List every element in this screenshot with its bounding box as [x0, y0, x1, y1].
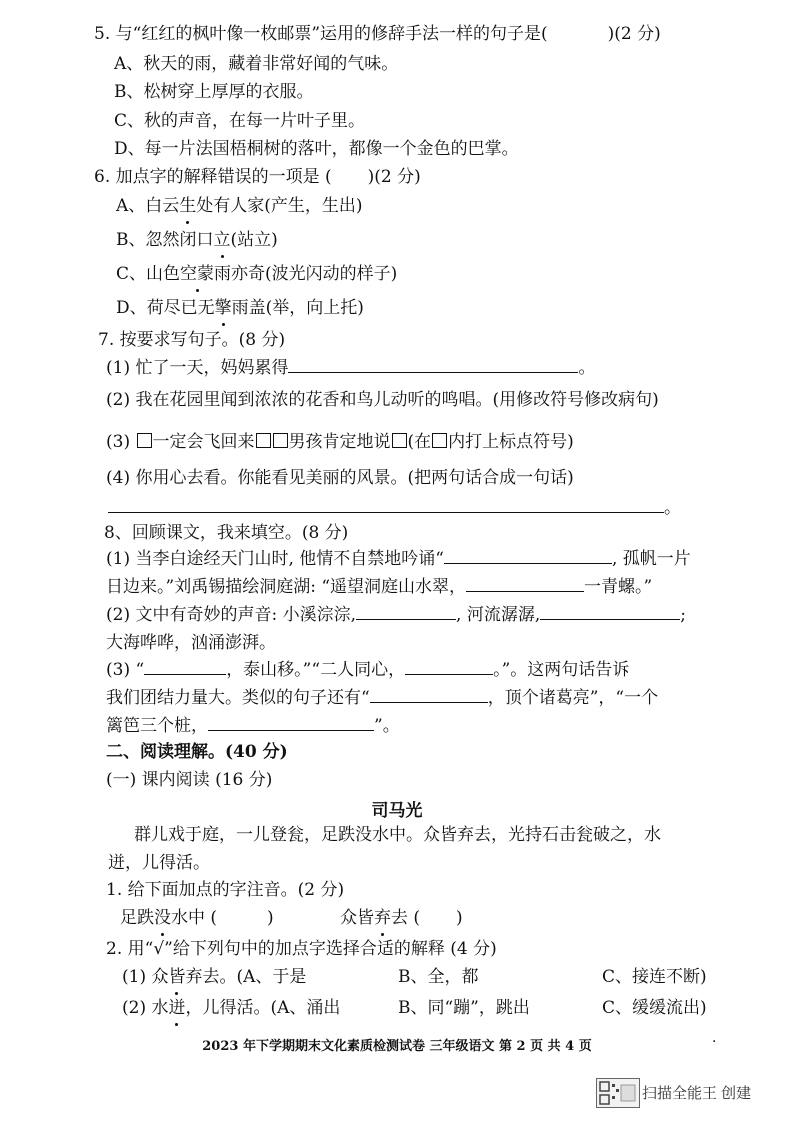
q7-s4-answer: 。	[108, 496, 681, 520]
q8-line-4: 大海哗哗，汹涌澎湃。	[106, 633, 276, 653]
r1-item-a: 足跌没水中 ( )	[120, 908, 274, 928]
answer-blank[interactable]	[444, 547, 612, 564]
answer-blank[interactable]	[208, 714, 374, 731]
scanner-watermark: 扫描全能王 创建	[642, 1085, 752, 1102]
dotted-char: 生	[179, 196, 197, 216]
r2-s1-option-b: B、全，都	[398, 967, 479, 987]
q5-option-b: B、松树穿上厚厚的衣服。	[114, 82, 314, 102]
q5-option-a: A、秋天的雨，藏着非常好闻的气味。	[114, 54, 399, 74]
q7-s3: (3) 一定会飞回来 男孩肯定地说 (在 内打上标点符号)	[106, 432, 574, 452]
passage-line-1: 群儿戏于庭，一儿登瓮，足跌没水中。众皆弃去，光持石击瓮破之，水	[134, 825, 661, 845]
q5-stem: 5. 与“红红的枫叶像一枚邮票”运用的修辞手法一样的句子是( )(2 分)	[94, 24, 661, 44]
q7-s1: (1) 忙了一天，妈妈累得 。	[106, 358, 596, 378]
q7-s4: (4) 你用心去看。你能看见美丽的风景。(把两句话合成一句话)	[106, 468, 574, 488]
q8-line-5: (3) “ ，泰山移。”“二人同心， 。”。这两句话告诉	[106, 660, 630, 680]
q7-s2: (2) 我在花园里闻到浓浓的花香和鸟儿动听的鸣唱。(用修改符号修改病句)	[106, 390, 659, 410]
answer-blank[interactable]	[288, 356, 578, 373]
r2-s2-option-c: C、缓缓流出)	[602, 998, 707, 1018]
answer-blank[interactable]	[540, 603, 680, 620]
box-symbol	[432, 433, 447, 448]
q6-option-d: D、荷尽已无擎雨盖(举，向上托)	[116, 298, 364, 318]
r1-stem: 1. 给下面加点的字注音。(2 分)	[106, 880, 345, 900]
dotted-char: 立	[213, 230, 231, 250]
answer-blank[interactable]	[405, 658, 493, 675]
passage-line-2: 迸，儿得活。	[108, 853, 210, 873]
dotted-char: 擎	[214, 298, 232, 318]
q8-line-7: 篱笆三个桩， ”。	[106, 716, 400, 736]
subsection-title: (一) 课内阅读 (16 分)	[106, 770, 273, 790]
page-footer: 2023 年下学期期末文化素质检测试卷 三年级语文 第 2 页 共 4 页	[202, 1039, 592, 1054]
r2-s2: (2) 水迸，儿得活。(A、涌出	[122, 998, 341, 1018]
r2-s1: (1) 众皆弃去。(A、于是	[122, 967, 307, 987]
answer-blank[interactable]	[370, 686, 488, 703]
dotted-char: 迸	[168, 998, 186, 1018]
answer-blank[interactable]	[466, 575, 584, 592]
q5-option-d: D、每一片法国梧桐树的落叶，都像一个金色的巴掌。	[114, 139, 519, 159]
punctuation-box[interactable]	[137, 433, 152, 448]
q6-option-a: A、白云生处有人家(产生，生出)	[116, 196, 363, 216]
r1-item-b: 众皆弃去 ( )	[340, 908, 463, 928]
dotted-char: 皆	[168, 967, 186, 987]
q8-line-2: 日边来。”刘禹锡描绘洞庭湖: “遥望洞庭山水翠， 一青螺。”	[106, 577, 653, 597]
q6-option-b: B、忽然闭口立(站立)	[116, 230, 278, 250]
dotted-char: 弃	[374, 908, 391, 928]
q6-option-c: C、山色空蒙雨亦奇(波光闪动的样子)	[116, 264, 398, 284]
answer-blank[interactable]	[144, 658, 226, 675]
punctuation-box[interactable]	[392, 433, 407, 448]
q8-line-3: (2) 文中有奇妙的声音: 小溪淙淙, , 河流潺潺, ;	[106, 605, 686, 625]
scan-mark: ·	[712, 1034, 717, 1050]
q7-stem: 7. 按要求写句子。(8 分)	[98, 330, 286, 350]
q8-line-1: (1) 当李白途经天门山时, 他情不自禁地吟诵“ , 孤帆一片	[106, 549, 691, 569]
dotted-char: 空蒙	[180, 264, 215, 284]
punctuation-box[interactable]	[273, 433, 288, 448]
r2-s2-option-b: B、同“蹦”，跳出	[398, 998, 530, 1018]
dotted-char: 没	[154, 908, 171, 928]
answer-blank[interactable]	[356, 603, 456, 620]
section-title: 二、阅读理解。(40 分)	[106, 742, 288, 762]
answer-blank[interactable]	[108, 496, 664, 513]
punctuation-box[interactable]	[256, 433, 271, 448]
r2-s1-option-c: C、接连不断)	[602, 967, 707, 987]
scanner-qr-icon	[596, 1078, 640, 1108]
q8-stem: 8、回顾课文，我来填空。(8 分)	[104, 523, 349, 543]
q8-line-6: 我们团结力量大。类似的句子还有“ ，顶个诸葛亮”，“一个	[106, 688, 659, 708]
r2-stem: 2. 用“√”给下列句中的加点字选择合适的解释 (4 分)	[106, 939, 497, 959]
q5-option-c: C、秋的声音，在每一片叶子里。	[114, 111, 366, 131]
passage-title: 司马光	[371, 801, 423, 821]
q6-stem: 6. 加点字的解释错误的一项是 ( )(2 分)	[94, 167, 421, 187]
